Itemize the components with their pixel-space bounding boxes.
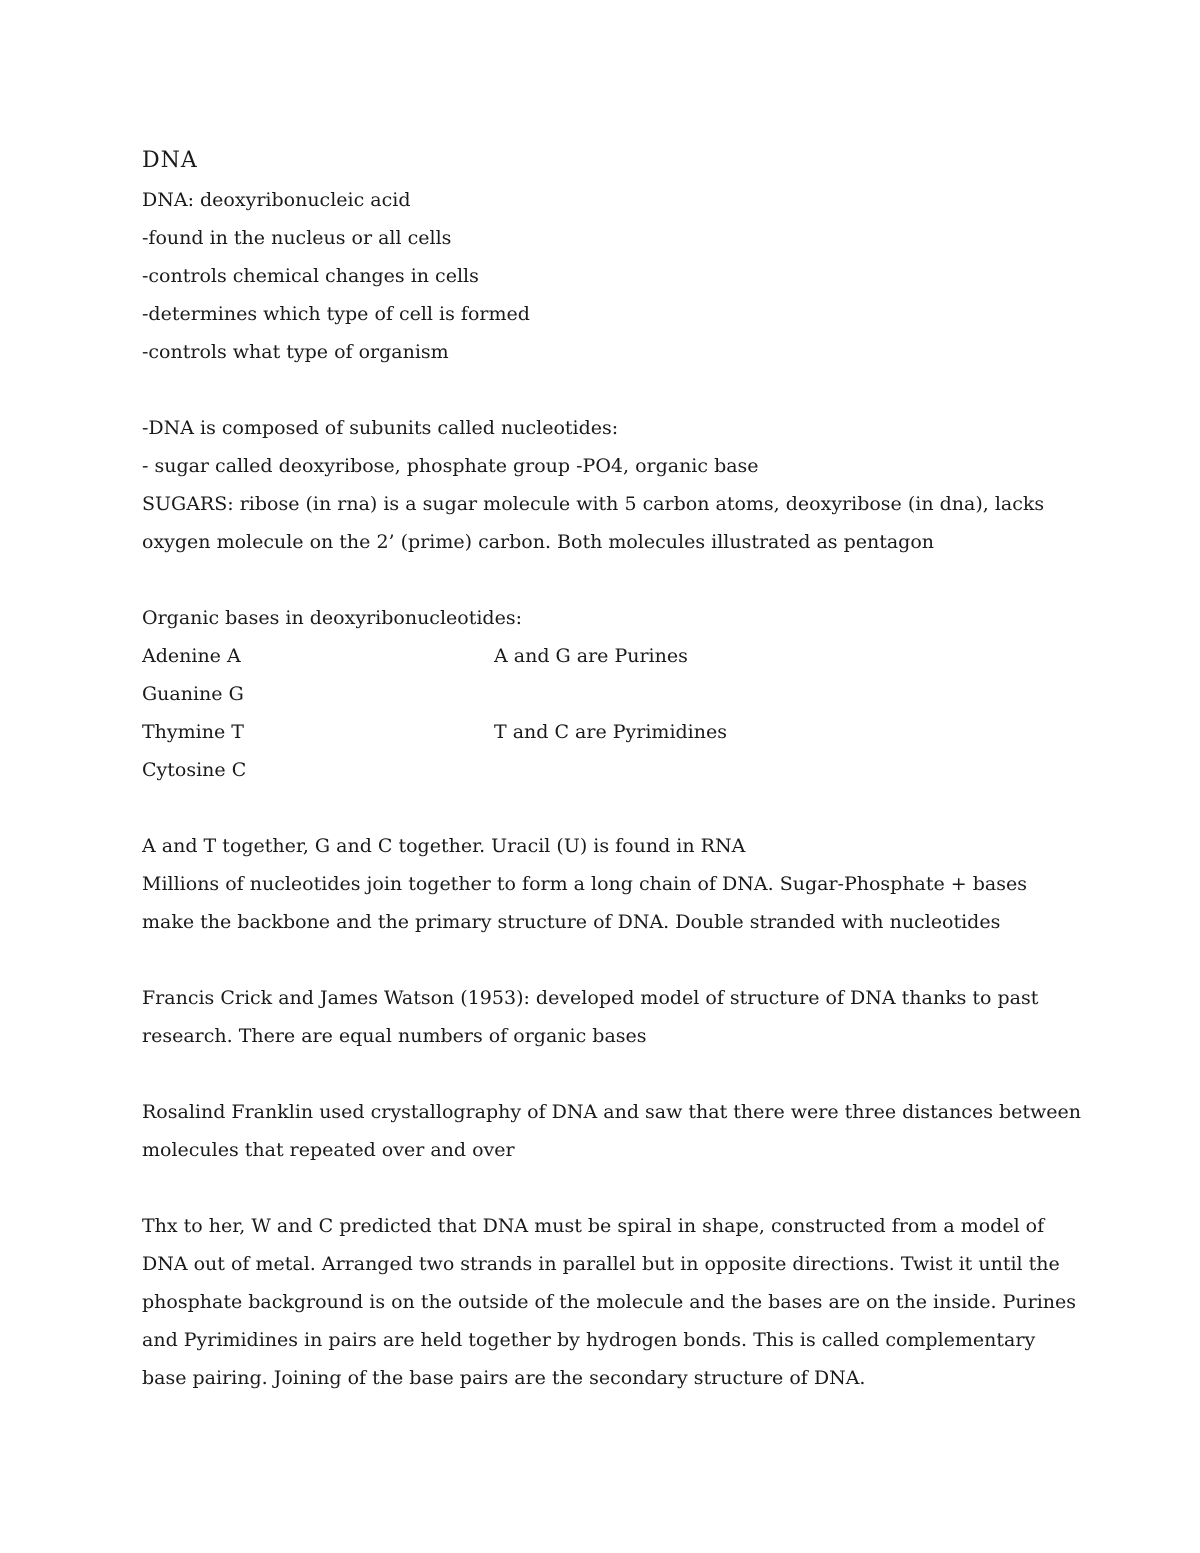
document-title: DNA [142,148,198,173]
model-line: base pairing. Joining of the base pairs are the secondary structure of DNA. [142,1367,866,1389]
intro-section [142,181,1072,371]
bases-section [142,599,1072,789]
bases-heading: Organic bases in deoxyribonucleotides: [142,607,522,629]
paragraph-gap [142,1055,1072,1093]
base-row [142,637,1072,675]
franklin-section [142,1093,1082,1169]
crick-watson-line: research. There are equal numbers of organic bases [142,1025,647,1047]
crick-watson-section [142,979,1072,1055]
model-section [142,1207,1077,1397]
base-note: T and C are Pyrimidines [494,721,727,743]
base-name: Cytosine C [142,759,247,781]
base-row [142,713,1072,751]
paragraph-gap [142,941,1072,979]
base-row [142,675,1072,713]
franklin-line: molecules that repeated over and over [142,1139,515,1161]
base-name: Thymine T [142,721,244,743]
model-line: Thx to her, W and C predicted that DNA must be spiral in shape, constructed from a model of [142,1215,1045,1237]
intro-line: -found in the nucleus or all cells [142,227,452,249]
base-name: Adenine A [142,645,241,667]
nucleotides-line: - sugar called deoxyribose, phosphate group -PO4, organic base [142,455,759,477]
paragraph-gap [142,371,1072,409]
pairing-section [142,827,1072,941]
pairing-line: Millions of nucleotides join together to form a long chain of DNA. Sugar-Phosphate + bases [142,873,1027,895]
base-name: Guanine G [142,683,244,705]
paragraph-gap [142,561,1072,599]
base-row [142,751,1072,789]
model-line: DNA out of metal. Arranged two strands in parallel but in opposite directions. Twist it until the [142,1253,1060,1275]
base-note: A and G are Purines [494,645,688,667]
document-body [142,141,1082,1397]
intro-line: -controls chemical changes in cells [142,265,479,287]
intro-line: -controls what type of organism [142,341,449,363]
nucleotides-line: -DNA is composed of subunits called nucleotides: [142,417,619,439]
nucleotides-section [142,409,1072,561]
model-line: phosphate background is on the outside of the molecule and the bases are on the inside. Purines [142,1291,1077,1313]
pairing-line: make the backbone and the primary structure of DNA. Double stranded with nucleotides [142,911,1001,933]
franklin-line: Rosalind Franklin used crystallography of DNA and saw that there were three distances between [142,1101,1082,1123]
nucleotides-line: oxygen molecule on the 2’ (prime) carbon. Both molecules illustrated as pentagon [142,531,935,553]
nucleotides-line: SUGARS: ribose (in rna) is a sugar molecule with 5 carbon atoms, deoxyribose (in dna), lacks [142,493,1045,515]
pairing-line: A and T together, G and C together. Uracil (U) is found in RNA [142,835,746,857]
intro-line: DNA: deoxyribonucleic acid [142,189,411,211]
intro-line: -determines which type of cell is formed [142,303,530,325]
paragraph-gap [142,789,1072,827]
crick-watson-line: Francis Crick and James Watson (1953): developed model of structure of DNA thanks to past [142,987,1039,1009]
paragraph-gap [142,1169,1072,1207]
model-line: and Pyrimidines in pairs are held together by hydrogen bonds. This is called complementary [142,1329,1036,1351]
